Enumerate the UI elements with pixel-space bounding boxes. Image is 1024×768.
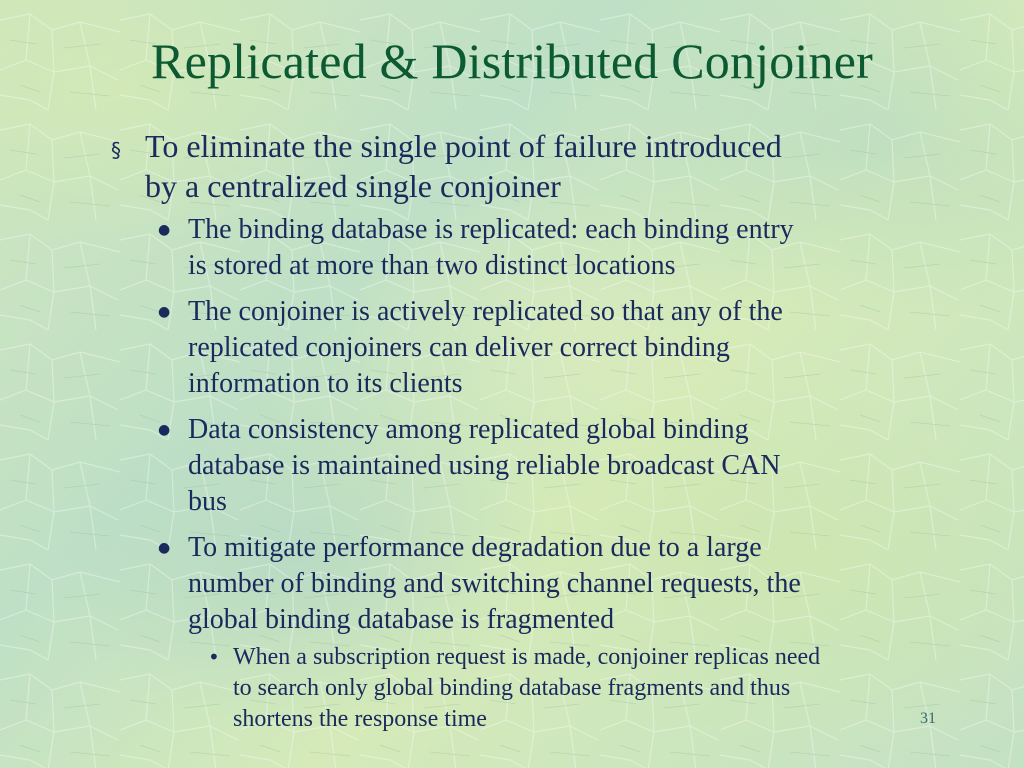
dot-bullet-icon: ●	[158, 304, 171, 320]
small-dot-bullet-icon: •	[208, 645, 220, 669]
sub-bullet-line: information to its clients	[188, 368, 463, 399]
sub-bullet-list	[145, 212, 958, 735]
sub-bullet-line: Data consistency among replicated global binding	[188, 414, 749, 445]
sub-bullet-line: global binding database is fragmented	[188, 604, 615, 635]
sub-bullet-line: replicated conjoiners can deliver correct binding	[188, 332, 730, 363]
sub-bullet-line: The conjoiner is actively replicated so that any of the	[188, 296, 783, 327]
slide-title: Replicated & Distributed Conjoiner	[151, 33, 873, 89]
main-bullet	[108, 126, 958, 735]
main-bullet-line-2: by a centralized single conjoiner	[145, 168, 561, 204]
main-bullet-line-1: To eliminate the single point of failure introduced	[145, 128, 782, 164]
sub-bullet-line: database is maintained using reliable broadcast CAN	[188, 450, 781, 481]
sub-bullet	[145, 294, 958, 402]
dot-bullet-icon: ●	[158, 222, 171, 238]
sub-bullet	[145, 530, 958, 735]
dot-bullet-icon: ●	[158, 540, 171, 556]
sub-bullet-line: number of binding and switching channel requests, the	[188, 568, 801, 599]
sub-sub-bullet-line: When a subscription request is made, conjoiner replicas need	[233, 644, 821, 670]
page-number: 31	[920, 710, 936, 727]
sub-sub-bullet-list	[188, 642, 958, 735]
sub-bullet	[145, 412, 958, 520]
sub-sub-bullet	[188, 642, 958, 735]
dot-bullet-icon: ●	[158, 422, 171, 438]
section-bullet-icon: §	[111, 138, 121, 162]
sub-bullet-line: is stored at more than two distinct locations	[188, 250, 676, 281]
sub-sub-bullet-line: to search only global binding database fragments and thus	[233, 675, 791, 701]
bullet-list	[108, 126, 958, 745]
sub-bullet-line: To mitigate performance degradation due to a large	[188, 532, 762, 563]
sub-bullet-line: bus	[188, 486, 227, 517]
sub-sub-bullet-line: shortens the response time	[233, 706, 487, 732]
sub-bullet-line: The binding database is replicated: each binding entry	[188, 214, 794, 245]
sub-bullet	[145, 212, 958, 284]
